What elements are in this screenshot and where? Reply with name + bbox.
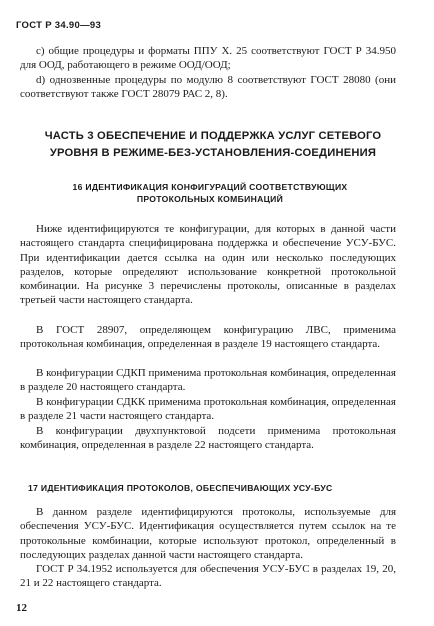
list-item-d: d) однозвенные процедуры по модулю 8 соответствуют ГОСТ 28080 (они соответствуют также ГОСТ 28079 РАС 2, 8). <box>20 74 396 101</box>
section-16-heading-line-2: ПРОТОКОЛЬНЫХ КОМБИНАЦИЙ <box>136 194 284 204</box>
list-item-c: с) общие процедуры и форматы ППУ Х. 25 соответствуют ГОСТ Р 34.950 для ООД, работающего в режиме ООД/ООД; <box>20 45 396 72</box>
running-header: ГОСТ Р 34.90—93 <box>16 20 102 31</box>
page-number: 12 <box>16 602 27 614</box>
part-heading-line-1: ЧАСТЬ 3 ОБЕСПЕЧЕНИЕ И ПОДДЕРЖКА УСЛУГ СЕТЕВОГО <box>44 130 382 142</box>
section-16-heading <box>30 181 390 205</box>
section-17-heading: 17 ИДЕНТИФИКАЦИЯ ПРОТОКОЛОВ, ОБЕСПЕЧИВАЮЩИХ УСУ-БУС <box>28 483 333 493</box>
section-16-paragraph-5: В конфигурации двухпунктовой подсети применима протокольная комбинация, определенная в разделе 22 настоящего стандарта. <box>20 425 396 452</box>
section-16-paragraph-1: Ниже идентифицируются те конфигурации, для которых в данной части настоящего стандарта специфицирована поддержка и обеспечение УСУ-БУС. При идентификации дается ссылка на один или несколько последующих разделов, которые определяют использование конкретной протокольной комбинации. На рисунке 3 перечислены протоколы, описанные в разделах третьей части настоящего стандарта. <box>20 223 396 307</box>
part-heading <box>16 128 410 162</box>
section-16-paragraph-4: В конфигурации СДКК применима протокольная комбинация, определенная в разделе 21 части настоящего стандарта. <box>20 396 396 423</box>
part-heading-line-2: УРОВНЯ В РЕЖИМЕ-БЕЗ-УСТАНОВЛЕНИЯ-СОЕДИНЕНИЯ <box>49 147 377 159</box>
section-16-heading-line-1: 16 ИДЕНТИФИКАЦИЯ КОНФИГУРАЦИЙ СООТВЕТСТВУЮЩИХ <box>72 182 348 192</box>
section-17-paragraph-2: ГОСТ Р 34.1952 используется для обеспечения УСУ-БУС в разделах 19, 20, 21 и 22 настоящего стандарта. <box>20 563 396 590</box>
section-17-paragraph-1: В данном разделе идентифицируются протоколы, используемые для обеспечения УСУ-БУС. Идентификация осуществляется путем ссылок на те протокольные комбинации, которые используют протокол, определенный в последующих разделах данной части настоящего стандарта. <box>20 506 396 561</box>
section-16-paragraph-3: В конфигурации СДКП применима протокольная комбинация, определенная в разделе 20 настоящего стандарта. <box>20 367 396 394</box>
section-16-paragraph-2: В ГОСТ 28907, определяющем конфигурацию ЛВС, применима протокольная комбинация, определенная в разделе 19 настоящего стандарта. <box>20 324 396 351</box>
